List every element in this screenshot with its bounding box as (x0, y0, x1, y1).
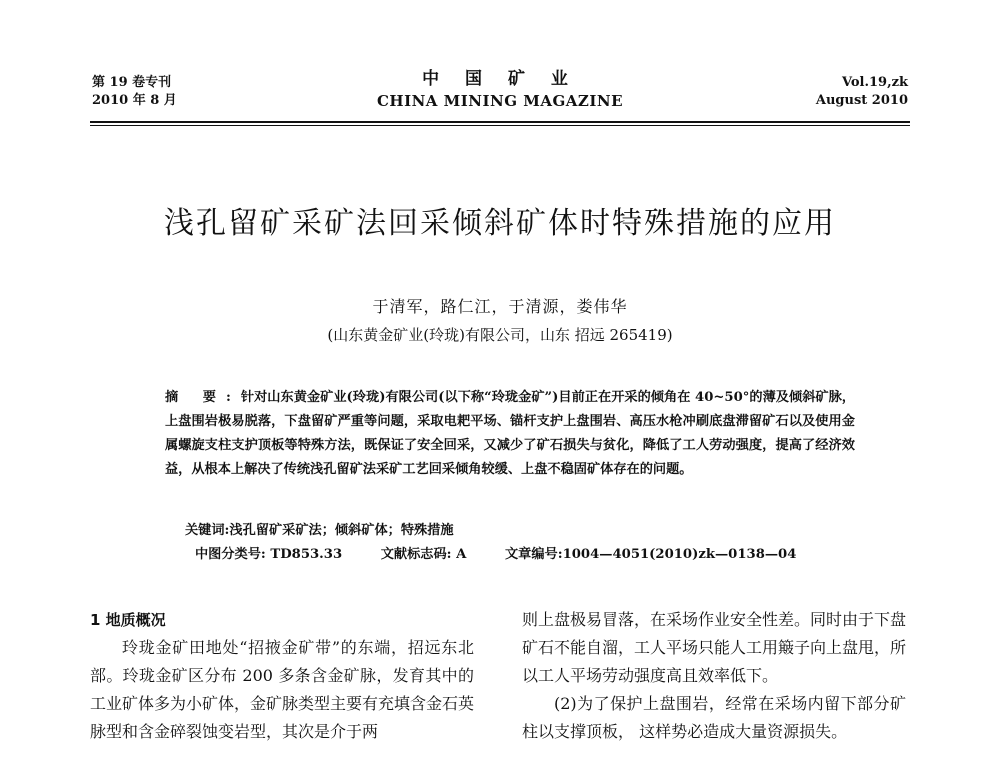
issue-date: 2010 年 8 月 (92, 93, 177, 108)
section-heading: 1 地质概况 (90, 611, 166, 629)
running-header-right (816, 74, 908, 110)
article-title: 浅孔留矿采矿法回采倾斜矿体时特殊措施的应用 (164, 206, 836, 241)
abstract (165, 386, 855, 482)
classification-line (195, 544, 830, 566)
header-rule-thick (90, 121, 910, 123)
article-number: 文章编号:1004—4051(2010)zk—0138—04 (504, 547, 797, 562)
abstract-label: 摘 要: (165, 390, 241, 405)
journal-title-cn: 中 国 矿 业 (422, 69, 578, 89)
body-paragraph: 则上盘极易冒落，在采场作业安全性差。同时由于下盘矿石不能自溜，工人平场只能人工用簸子向上盘甩，所以工人平场劳动强度高且效率低下。 (522, 610, 907, 685)
clc-number: 中图分类号: TD853.33 (195, 547, 343, 562)
body-column-left (90, 606, 474, 746)
keywords: 关键词:浅孔留矿采矿法；倾斜矿体；特殊措施 (185, 523, 454, 538)
body-paragraph: 玲珑金矿田地处“招掖金矿带”的东端，招远东北部。玲珑金矿区分布 200 多条含金矿脉，发育其中的工业矿体多为小矿体，金矿脉类型主要有充填含金石英脉型和含金碎裂蚀变岩型，其次是介于两 (90, 638, 475, 741)
document-code: 文献标志码: A (380, 547, 467, 562)
issue-date-en: August 2010 (815, 93, 908, 108)
author-list: 于清军，路仁江，于清源，娄伟华 (372, 297, 628, 316)
running-header-left (92, 74, 177, 110)
header-rule-thin (90, 125, 910, 126)
abstract-text: 针对山东黄金矿业(玲珑)有限公司(以下称“玲珑金矿”)目前正在开采的倾角在 40~50°的薄及倾斜矿脉，上盘围岩极易脱落，下盘留矿严重等问题，采取电耙平场、锚杆支护上盘围岩、高压水枪冲刷底盘滞留矿石以及使用金属螺旋支柱支护顶板等特殊方法，既保证了安全回采，又减少了矿石损失与贫化，降低了工人劳动强度，提高了经济效益，从根本上解决了传统浅孔留矿法采矿工艺回采倾角较缓、上盘不稳固矿体存在的问题。 (165, 390, 855, 477)
journal-title-en: CHINA MINING MAGAZINE (376, 92, 624, 110)
issue-label: 第 19 卷专刊 (92, 75, 172, 90)
volume-label: Vol.19,zk (841, 75, 908, 90)
author-affiliation: (山东黄金矿业(玲珑)有限公司，山东 招远 265419) (327, 326, 673, 344)
body-paragraph: (2)为了保护上盘围岩，经常在采场内留下部分矿柱以支撑顶板， 这样势必造成大量资源损失。 (522, 694, 906, 741)
journal-masthead (330, 68, 670, 112)
body-column-right (522, 606, 906, 746)
